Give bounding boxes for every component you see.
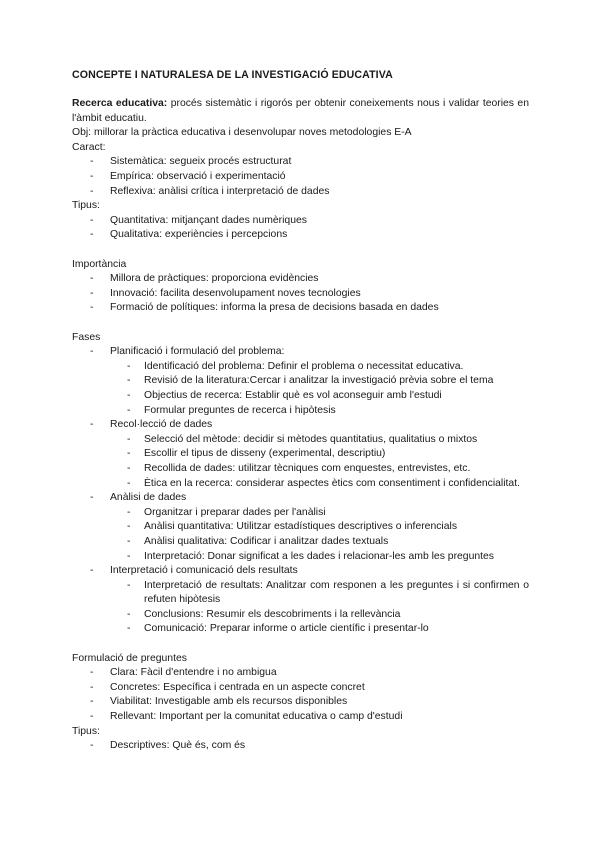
list-item: - Recollida de dades: utilitzar tècniques com enquestes, entrevistes, etc.: [72, 462, 529, 477]
tipus-label: Tipus:: [72, 200, 100, 212]
fases-label: Fases: [72, 331, 101, 343]
fases-list: [72, 345, 529, 637]
phase-item: - Planificació i formulació del problema:: [72, 345, 529, 360]
list-item: - Sistemàtica: segueix procés estructurat: [72, 155, 529, 170]
list-item: - Selecció del mètode: decidir si mètodes quantitatius, qualitatius o mixtos: [72, 433, 529, 448]
list-item: - Rellevant: Important per la comunitat educativa o camp d'estudi: [72, 710, 529, 725]
list-item: - Ètica en la recerca: considerar aspectes ètics com consentiment i confidencialitat.: [72, 477, 529, 492]
list-item: - Qualitativa: experiències i percepcions: [72, 228, 529, 243]
list-item: - Interpretació de resultats: Analitzar com responen a les preguntes i si confirmen o refuten hipòtesis: [72, 579, 529, 608]
list-item: - Organitzar i preparar dades per l'anàlisi: [72, 506, 529, 521]
spacer: [72, 243, 529, 258]
formulacio-list: [72, 666, 529, 724]
list-item: - Comunicació: Preparar informe o article científic i presentar-lo: [72, 622, 529, 637]
tipus2-list: [72, 739, 529, 754]
list-item: - Millora de pràctiques: proporciona evidències: [72, 272, 529, 287]
list-item: - Objectius de recerca: Establir què es vol aconseguir amb l'estudi: [72, 389, 529, 404]
document-page: [72, 68, 529, 754]
list-item: - Viabilitat: Investigable amb els recursos disponibles: [72, 695, 529, 710]
definition-text: procés sistemàtic i rigorós per obtenir coneixements nous i validar teories en l'àmbit educatiu.: [72, 98, 529, 124]
list-item: - Conclusions: Resumir els descobriments i la rellevància: [72, 608, 529, 623]
formulacio-label: Formulació de preguntes: [72, 652, 187, 664]
importancia-list: [72, 272, 529, 316]
list-item: - Formular preguntes de recerca i hipòtesis: [72, 404, 529, 419]
phase-item: - Recol·lecció de dades: [72, 418, 529, 433]
list-item: - Quantitativa: mitjançant dades numèriques: [72, 214, 529, 229]
list-item: - Interpretació: Donar significat a les dades i relacionar-les amb les preguntes: [72, 550, 529, 565]
phase-item: - Interpretació i comunicació dels resultats: [72, 564, 529, 579]
list-item: - Reflexiva: anàlisi crítica i interpretació de dades: [72, 185, 529, 200]
list-item: - Clara: Fàcil d'entendre i no ambigua: [72, 666, 529, 681]
list-item: - Escollir el tipus de disseny (experimental, descriptiu): [72, 447, 529, 462]
list-item: - Innovació: facilita desenvolupament noves tecnologies: [72, 287, 529, 302]
list-item: - Concretes: Específica i centrada en un aspecte concret: [72, 681, 529, 696]
list-item: - Identificació del problema: Definir el problema o necessitat educativa.: [72, 360, 529, 375]
list-item: - Anàlisi qualitativa: Codificar i analitzar dades textuals: [72, 535, 529, 550]
definition-term: Recerca educativa:: [72, 98, 168, 110]
tipus2-label: Tipus:: [72, 725, 100, 737]
caract-list: [72, 155, 529, 199]
spacer: [72, 316, 529, 331]
objective-line: Obj: millorar la pràctica educativa i desenvolupar noves metodologies E-A: [72, 127, 412, 139]
importancia-label: Importància: [72, 258, 127, 270]
tipus-list: [72, 214, 529, 243]
list-item: - Empírica: observació i experimentació: [72, 170, 529, 185]
list-item: - Formació de polítiques: informa la presa de decisions basada en dades: [72, 301, 529, 316]
page-title: CONCEPTE I NATURALESA DE LA INVESTIGACIÓ EDUCATIVA: [72, 69, 393, 81]
list-item: - Anàlisi quantitativa: Utilitzar estadístiques descriptives o inferencials: [72, 520, 529, 535]
spacer: [72, 637, 529, 652]
caract-label: Caract:: [72, 141, 106, 153]
list-item: - Revisió de la literatura:Cercar i analitzar la investigació prèvia sobre el tema: [72, 374, 529, 389]
list-item: - Descriptives: Què és, com és: [72, 739, 529, 754]
phase-item: - Anàlisi de dades: [72, 491, 529, 506]
definition-paragraph: [72, 97, 529, 126]
